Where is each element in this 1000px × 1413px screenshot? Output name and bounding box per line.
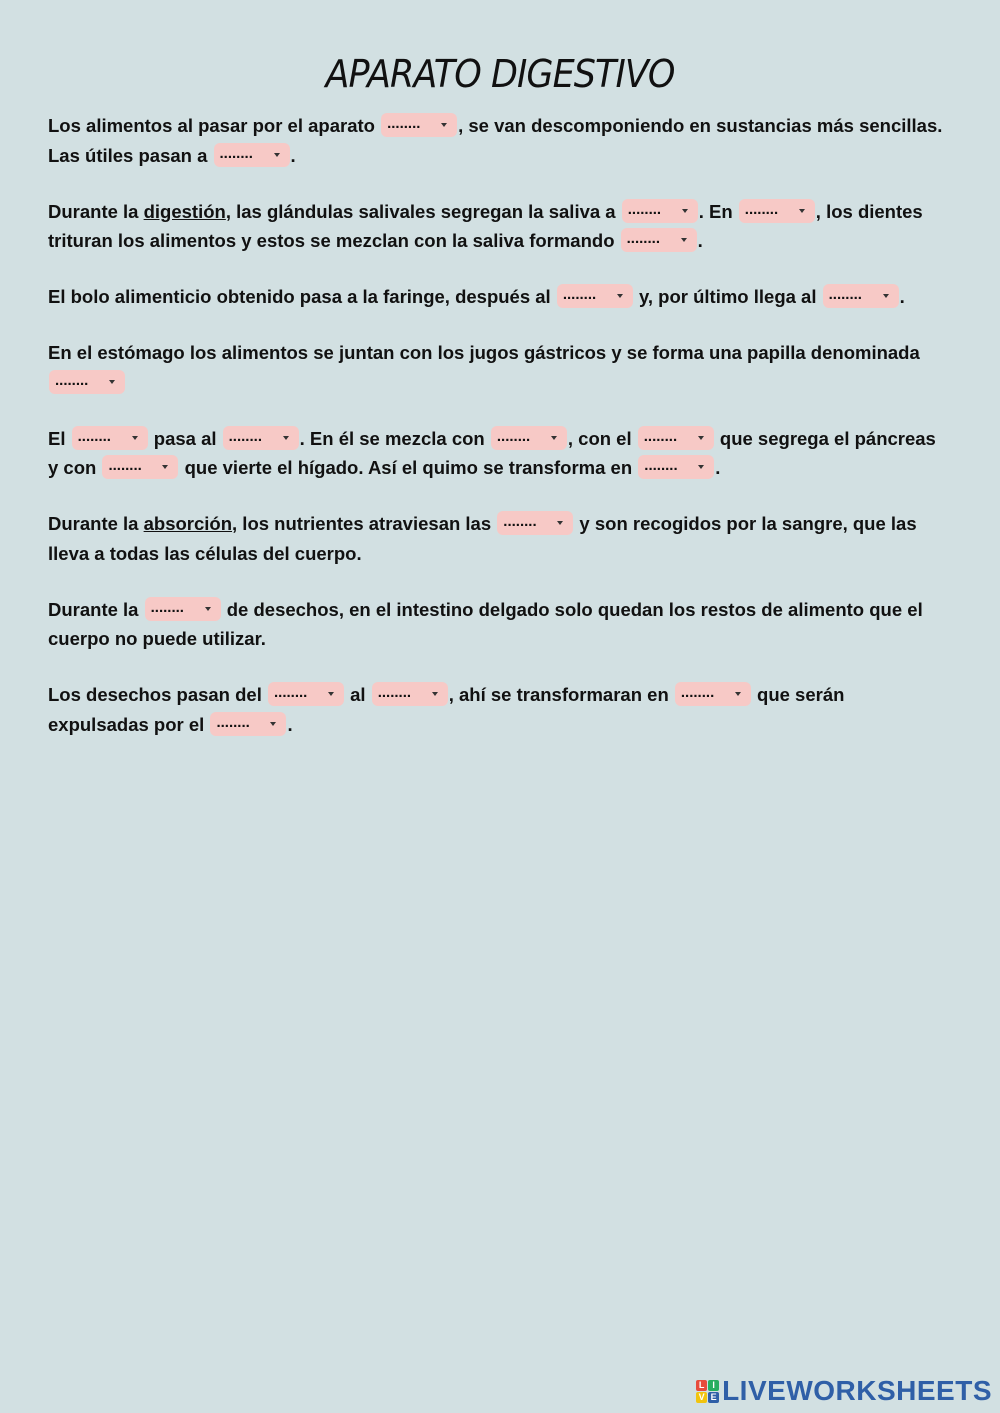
logo-text: LIVEWORKSHEETS [722, 1375, 992, 1406]
caret-down-icon [682, 209, 688, 213]
paragraph-8 [48, 680, 948, 739]
answer-dropdown[interactable] [223, 426, 299, 450]
answer-dropdown[interactable] [739, 199, 815, 223]
text: El [48, 427, 71, 449]
dropdown-placeholder: ........ [644, 457, 678, 475]
text: Los desechos pasan del [48, 684, 267, 705]
text: Durante la [48, 200, 144, 222]
logo-letter: L [696, 1380, 707, 1391]
text: que serán expulsadas por el [48, 684, 845, 735]
dropdown-placeholder: ........ [274, 684, 308, 702]
caret-down-icon [681, 238, 687, 242]
text: que segrega el páncreas y con [48, 427, 936, 478]
paragraph-6 [48, 509, 948, 568]
answer-dropdown[interactable] [381, 113, 457, 137]
paragraph-5 [48, 424, 948, 483]
dropdown-placeholder: ........ [219, 144, 253, 162]
text: , los dientes trituran los alimentos y estos se mezclan con la saliva formando [48, 200, 923, 251]
text: que vierte el hígado. Así el quimo se transforma en [179, 457, 638, 478]
text: , se van descomponiendo en sustancias más sencillas. Las útiles pasan a [48, 115, 943, 166]
answer-dropdown[interactable] [72, 426, 148, 450]
text: . En [698, 200, 738, 222]
logo-letter: I [708, 1380, 719, 1391]
answer-dropdown[interactable] [621, 228, 697, 252]
paragraph-1 [48, 111, 948, 170]
answer-dropdown[interactable] [372, 682, 448, 706]
caret-down-icon [432, 692, 438, 696]
answer-dropdown[interactable] [268, 682, 344, 706]
text: . [715, 457, 721, 478]
caret-down-icon [132, 436, 138, 440]
text: , ahí se transformaran en [448, 684, 674, 705]
dropdown-placeholder: ........ [228, 427, 262, 445]
caret-down-icon [735, 692, 741, 696]
caret-down-icon [441, 123, 447, 127]
text: de desechos, en el intestino delgado solo quedan los restos de alimento que el cuerpo no puede utilizar. [48, 598, 923, 649]
answer-dropdown[interactable] [497, 511, 573, 535]
answer-dropdown[interactable] [823, 284, 899, 308]
caret-down-icon [270, 722, 276, 726]
caret-down-icon [617, 294, 623, 298]
answer-dropdown[interactable] [557, 284, 633, 308]
caret-down-icon [698, 465, 704, 469]
answer-dropdown[interactable] [638, 455, 714, 479]
caret-down-icon [328, 692, 334, 696]
paragraph-7 [48, 595, 948, 654]
answer-dropdown[interactable] [145, 597, 221, 621]
caret-down-icon [109, 380, 115, 384]
dropdown-placeholder: ........ [680, 684, 715, 702]
caret-down-icon [551, 436, 557, 440]
underlined-term: digestión [143, 200, 226, 222]
text: y son recogidos por la sangre, que las lleva a todas las células del cuerpo. [48, 513, 917, 564]
dropdown-placeholder: ........ [108, 457, 142, 475]
answer-dropdown[interactable] [102, 455, 178, 479]
text: al [345, 684, 371, 705]
text: . [697, 230, 703, 251]
dropdown-placeholder: ........ [562, 286, 597, 304]
dropdown-placeholder: ........ [643, 427, 678, 445]
answer-dropdown[interactable] [210, 712, 286, 736]
caret-down-icon [698, 436, 704, 440]
dropdown-placeholder: ........ [377, 684, 412, 702]
text: , los nutrientes atraviesan las [232, 513, 497, 534]
answer-dropdown[interactable] [675, 682, 751, 706]
logo-letter: V [696, 1392, 707, 1403]
logo-icon [696, 1380, 719, 1403]
text: . [287, 713, 293, 735]
caret-down-icon [162, 465, 168, 469]
dropdown-placeholder: ........ [626, 230, 660, 248]
caret-down-icon [274, 153, 280, 157]
caret-down-icon [205, 607, 211, 611]
dropdown-placeholder: ........ [77, 427, 111, 445]
dropdown-placeholder: ........ [503, 513, 537, 531]
dropdown-placeholder: ........ [55, 371, 89, 389]
answer-dropdown[interactable] [622, 199, 698, 223]
paragraph-3 [48, 282, 948, 312]
dropdown-placeholder: ........ [627, 200, 662, 218]
answer-dropdown[interactable] [491, 426, 567, 450]
liveworksheets-logo[interactable] [696, 1375, 992, 1407]
answer-dropdown[interactable] [214, 143, 290, 167]
caret-down-icon [557, 521, 563, 525]
text: . En él se mezcla con [299, 427, 490, 449]
text: . [899, 286, 905, 307]
underlined-term: absorción [143, 513, 233, 534]
text: En el estómago los alimentos se juntan con los jugos gástricos y se forma una papilla denominada [48, 342, 920, 363]
text: Los alimentos al pasar por el aparato [48, 115, 381, 136]
page-title: APARATO DIGESTIVO [325, 52, 675, 96]
caret-down-icon [883, 294, 889, 298]
dropdown-placeholder: ........ [744, 200, 779, 218]
text: El bolo alimenticio obtenido pasa a la faringe, después al [48, 286, 556, 307]
text: . [290, 144, 296, 166]
paragraph-4 [48, 338, 948, 397]
answer-dropdown[interactable] [49, 370, 125, 394]
text: Durante la [48, 598, 144, 620]
caret-down-icon [799, 209, 805, 213]
dropdown-placeholder: ........ [216, 713, 250, 731]
text: , con el [567, 427, 637, 449]
paragraph-2 [48, 197, 948, 256]
dropdown-placeholder: ........ [387, 115, 421, 133]
text: Durante la [48, 513, 144, 534]
dropdown-placeholder: ........ [496, 427, 531, 445]
dropdown-placeholder: ........ [828, 286, 862, 304]
caret-down-icon [283, 436, 289, 440]
answer-dropdown[interactable] [638, 426, 714, 450]
worksheet-body [48, 111, 948, 766]
text: y, por último llega al [633, 286, 822, 307]
dropdown-placeholder: ........ [150, 598, 184, 616]
text: pasa al [148, 427, 222, 449]
logo-letter: E [708, 1392, 719, 1403]
text: , las glándulas salivales segregan la saliva a [225, 200, 621, 222]
